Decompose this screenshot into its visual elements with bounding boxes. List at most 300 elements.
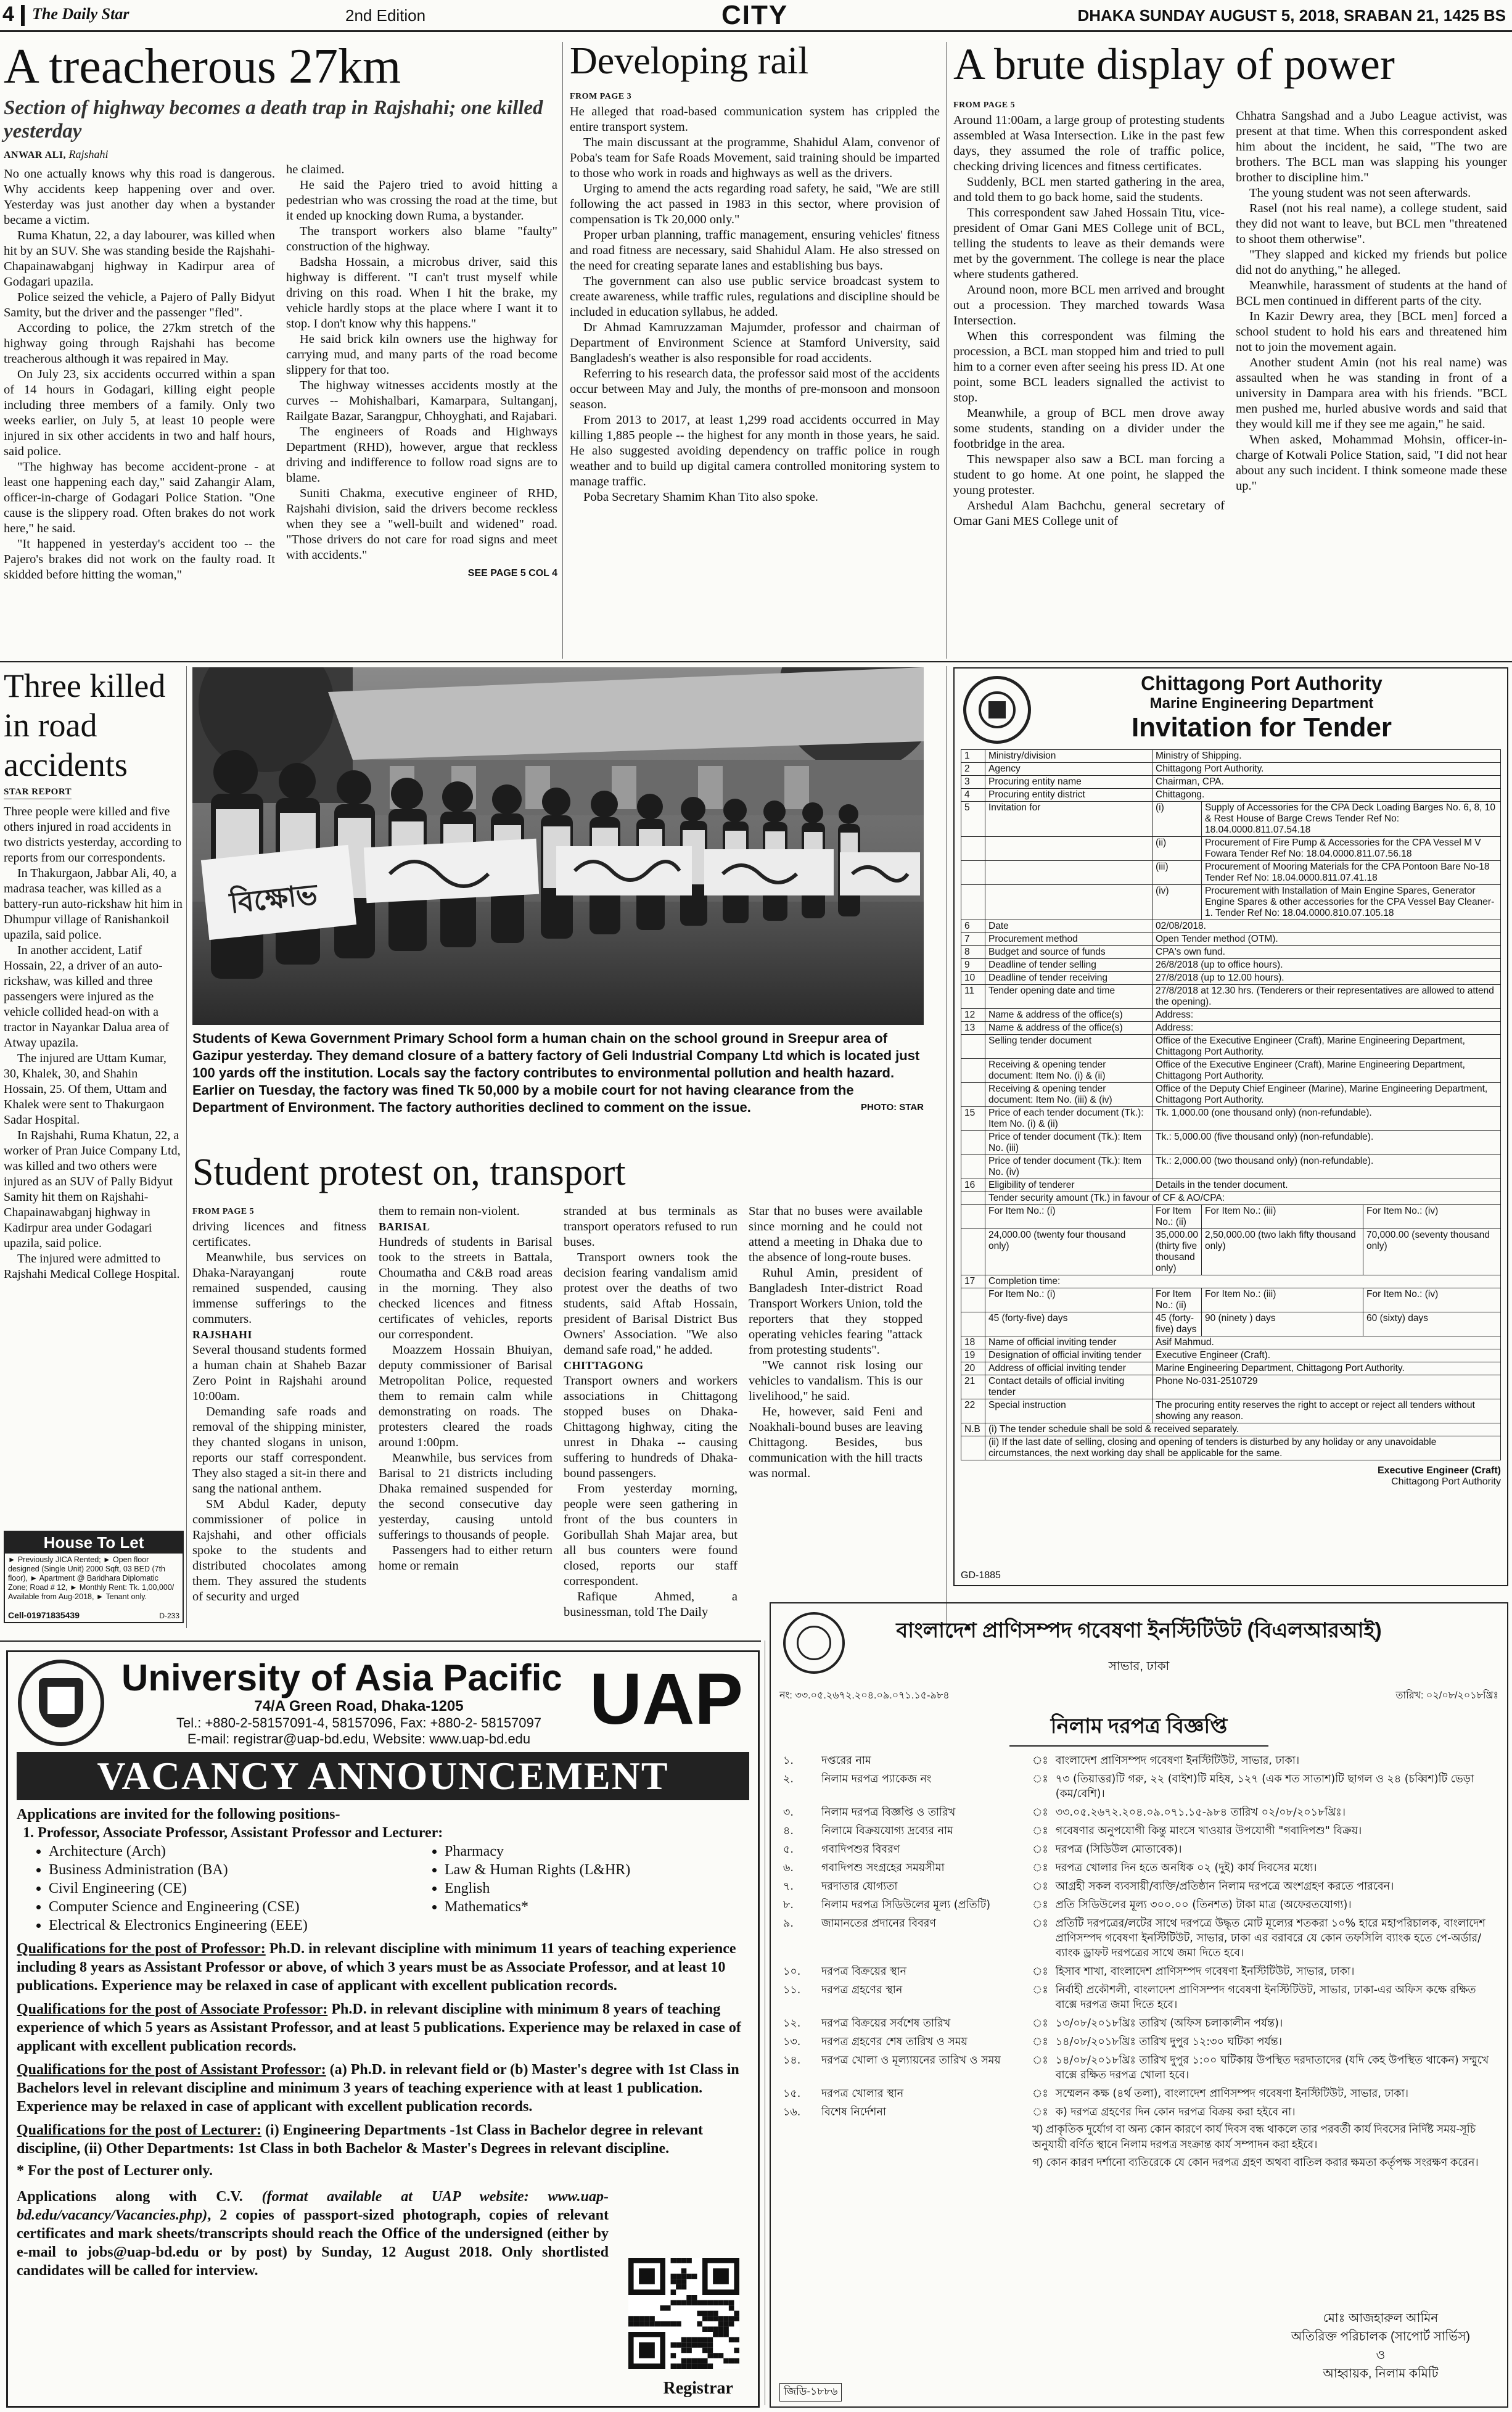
table-row <box>779 2085 1498 2103</box>
table-cell: 6 <box>961 920 985 933</box>
paragraph: Police seized the vehicle, a Pajero of Pally Bidyut Samity, but the driver and the passenger "fled". <box>4 290 275 319</box>
headline: Developing rail <box>570 40 809 82</box>
table-row <box>961 1336 1501 1349</box>
story-developing-rail <box>570 42 940 659</box>
table-cell: দরপত্র খোলার স্থান <box>821 2088 904 2100</box>
table-cell: 35,000.00 (thirty five thousand only) <box>1152 1229 1202 1275</box>
table-cell: আগ্রহী সকল ব্যবসায়ী/ব্যক্তি/প্রতিষ্ঠান নিলাম দরপত্রে অংশগ্রহণ করতে পারবেন। <box>1055 1880 1394 1893</box>
table-cell: Budget and source of funds <box>985 946 1152 959</box>
table-cell: 7 <box>961 933 985 946</box>
table-row <box>779 2103 1498 2122</box>
auction-table <box>779 1751 1498 2122</box>
from-page: FROM PAGE 5 <box>953 101 1016 110</box>
table-row <box>779 1914 1498 1962</box>
paragraph: No one actually knows why this road is dangerous. Why accidents keep happening over and over. Yesterday was just another day when a bystander became a victim. <box>4 167 275 227</box>
table-cell: (i) <box>1152 802 1202 837</box>
paragraph: Rasel (not his real name), a college student, said they did not want to leave, but BCL men "threatened to shoot them otherwise". <box>1236 202 1507 246</box>
paragraph: "It happened in yesterday's accident too -- the Pajero's brakes did not work on the faulty road. It skidded before hitting the woman," <box>4 537 275 582</box>
table-cell: Asif Mahmud. <box>1152 1336 1501 1349</box>
subject-item: • Civil Engineering (CE) <box>49 1879 431 1898</box>
page-number-bar <box>21 5 25 26</box>
table-cell: (i) The tender schedule shall be sold & received separately. <box>985 1423 1501 1436</box>
cpa-title: Invitation for Tender <box>1131 712 1392 743</box>
paragraph: Proper urban planning, traffic management, ensuring vehicles' fitness and road fitness are necessary, said Shahidul Alam. He also stressed on the need for creating separate lanes and establishing bus bays. <box>570 228 940 273</box>
table-cell: Tk.: 2,000.00 (two thousand only) (non-refundable). <box>1152 1155 1501 1179</box>
table-cell: ঃ <box>1032 2036 1048 2048</box>
table-cell: 24,000.00 (twenty four thousand only) <box>985 1229 1152 1275</box>
memo-date: তারিখ: ০২/০৮/২০১৮খ্রিঃ <box>1395 1690 1498 1701</box>
paragraph: The injured are Uttam Kumar, 30, Khalek, 30, and Shahin Hossain, 25. Of them, Uttam and Khalek were sent to Thakurgaon Sadar Hospital. <box>4 1052 167 1127</box>
table-cell: 1 <box>961 750 985 763</box>
table-cell: Open Tender method (OTM). <box>1152 933 1501 946</box>
table-cell: For Item No.: (i) <box>985 1205 1152 1229</box>
story-brute-display <box>953 39 1508 659</box>
table-cell: নিলাম দরপত্র সিডিউলের মূল্য (প্রতিটি) <box>821 1899 991 1911</box>
from-page: FROM PAGE 5 <box>192 1207 255 1216</box>
paragraph: From 2013 to 2017, at least 1,299 road accidents occurred in May killing 1,885 people -- the highest for any month in those years, he said. He also suggested avoiding dependency on traffic police in rough weather and to build up digital camera controlled monitoring system to manage traffic. <box>570 413 940 488</box>
table-cell: গবাদিপশু সংগ্রহের সময়সীমা <box>821 1862 945 1874</box>
paragraph: driving licences and fitness certificates. <box>192 1220 366 1249</box>
table-cell: ১৩/০৮/২০১৮খ্রিঃ তারিখ (অফিস চলাকালীন পর্যন্ত)। <box>1055 2017 1283 2030</box>
instruction-item: গ) কোন কারণ দর্শানো ব্যতিরেকে যে কোন দরপত্র গ্রহণ অথবা বাতিল করার ক্ষমতা কর্তৃপক্ষ সংরক্ষণ করেন। <box>1032 2156 1479 2168</box>
paragraph: In Thakurgaon, Jabbar Ali, 40, a madrasa teacher, was killed as a battery-run auto-rickshaw hit him in Dhumpur village of Ranishankoil upazila, said police. <box>4 866 183 942</box>
table-cell: ঃ <box>1032 1917 1048 1930</box>
table-cell: 3 <box>961 776 985 789</box>
paragraph: Moazzem Hossain Bhuiyan, deputy commissioner of Barisal Metropolitan Police, requested them to remain calm while demonstrating on roads. The protesters cleared the roads around 1:00pm. <box>379 1343 553 1449</box>
table-cell: Tender opening date and time <box>985 985 1152 1009</box>
table-row <box>779 1962 1498 1981</box>
table-cell: 90 (ninety ) days <box>1201 1312 1363 1336</box>
paragraph: Ruma Khatun, 22, a day labourer, was killed when hit by an SUV. She was standing beside the Rajshahi-Chapainawabganj highway in Kadirpur area of Godagari upazila. <box>4 229 275 289</box>
table-cell: 2 <box>961 763 985 776</box>
registrar: Registrar <box>663 2379 733 2398</box>
apply-instructions: Applications along with C.V. (format available at UAP website: www.uap-bd.edu/vacancy/Vacancies.php), 2 copies of passport-sized photograph, copies of relevant certificates and mark sheets/transcripts should reach the Office of the undersigned (either by e-mail to jobs@uap-bd.edu or by post) by Sunday, 12 August 2018. Only shortlisted candidates will be called for interview. <box>17 2189 609 2279</box>
table-cell: ১৫. <box>783 2088 801 2100</box>
table-cell <box>961 1131 985 1155</box>
paragraph: Meanwhile, a group of BCL men drove away some students, standing on a divider under the footbridge in the area. <box>953 406 1225 451</box>
table-cell: 18 <box>961 1336 985 1349</box>
qualification-professor: Qualifications for the post of Professor: Ph.D. in relevant discipline with minimum 11 years of teaching experience including 8 years as Assistant Professor or above, of which 3 years must be as Associate Professor, and at least 10 publications. Experience may be relaxed in case of applicant with excellent publication records. <box>17 1941 736 1994</box>
subhead: BARISAL <box>379 1220 430 1233</box>
table-cell: দরপত্র (সিডিউল মোতাবেক)। <box>1055 1843 1182 1856</box>
paragraph: Several thousand students formed a human chain at Shaheb Bazar Zero Point in Rajshahi around 10:00am. <box>192 1343 366 1403</box>
ad-code: D-233 <box>159 1611 179 1620</box>
table-row <box>961 1436 1501 1460</box>
table-row <box>779 2051 1498 2085</box>
table-cell: The procuring entity reserves the right to accept or reject all tenders without showing any reason. <box>1152 1399 1501 1423</box>
paragraph: Suddenly, BCL men started gathering in the area, and told them to go back home, said the students. <box>953 175 1225 204</box>
table-row <box>961 885 1501 920</box>
headline: Student protest on, transport <box>192 1151 626 1193</box>
table-cell: 8 <box>961 946 985 959</box>
headline: A treacherous 27km <box>4 39 401 94</box>
table-row <box>961 1362 1501 1375</box>
memo-number: নং: ৩৩.০৫.২৬৭২.২০৪.০৯.০৭১.১৫-৯৮৪ <box>779 1690 950 1701</box>
table-cell: Ministry of Shipping. <box>1152 750 1501 763</box>
signer-role: আহ্বায়ক, নিলাম কমিটি <box>1323 2367 1439 2381</box>
paragraph: them to remain non-violent. <box>379 1204 520 1218</box>
table-row <box>961 920 1501 933</box>
table-cell: ক) দরপত্র গ্রহণের দিন কোন দরপত্র বিক্রয় করা হইবে না। <box>1055 2106 1296 2118</box>
paragraph: In Rajshahi, Ruma Khatun, 22, a worker of Pran Juice Company Ltd, was killed and two others were injured as an SUV of Pally Bidyut Samity hit them on Rajshahi-Chapainawabganj highway in Kadirpur area under Godagari upazila, said police. <box>4 1129 181 1250</box>
table-cell: Procuring entity name <box>985 776 1152 789</box>
table-cell: 9 <box>961 959 985 972</box>
table-cell: ১. <box>783 1755 794 1767</box>
paragraph: On July 23, six accidents occurred within a span of 14 hours in Godagari, killing eight people including three members of a family. Only two weeks earlier, on July 5, at least 10 people were injured in six other accidents in two and half hours, said police. <box>4 368 275 458</box>
table-cell: ঃ <box>1032 1880 1048 1893</box>
signer-name: মোঃ আজহারুল আমিন <box>1323 2311 1439 2325</box>
table-cell: ১৬. <box>783 2106 801 2118</box>
table-cell: দরপত্র গ্রহণের স্থান <box>821 1984 903 1996</box>
blri-auction-ad <box>770 1602 1508 2408</box>
table-cell: Address: <box>1152 1009 1501 1022</box>
paragraph: Urging to amend the acts regarding road safety, he said, "We are still following the act passed in 1983 in this sector, where provision of compensation is Tk 20,000 only." <box>570 182 940 226</box>
story-column-2 <box>286 162 557 581</box>
table-row <box>779 1859 1498 1877</box>
table-cell: ঃ <box>1032 2054 1048 2067</box>
headline: A brute display of power <box>953 39 1395 89</box>
paragraph: In another accident, Latif Hossain, 22, a driver of an auto-rickshaw, was killed and three passengers were injured as the vehicle collided head-on with a tractor in Nayankar Dalua area of Atway upazila. <box>4 944 170 1050</box>
table-cell <box>961 1059 985 1083</box>
paragraph: Badsha Hossain, a microbus driver, said this highway is different. "I can't trust myself while driving on this road. When I hit the brake, my vehicle hardly stops at the place where I want it to stop. I don't know why this happens." <box>286 255 557 331</box>
table-cell: জামানতের প্রদানের বিবরণ <box>821 1917 937 1930</box>
table-cell: Deadline of tender receiving <box>985 972 1152 985</box>
table-row <box>961 802 1501 837</box>
paragraph: he claimed. <box>286 163 345 176</box>
table-row <box>961 1107 1501 1131</box>
table-cell <box>961 1192 985 1205</box>
table-cell: For Item No.: (ii) <box>1152 1288 1202 1312</box>
qualification-assistant: Qualifications for the post of Assistant Professor: (a) Ph.D. in relevant field or (b) Master's degree with 1st Class in Bachelors level in relevant discipline and minimum 3 years of teaching experience with at least 1 publication. Experience may be relaxed in case of applicant with excellent publication records. <box>17 2062 739 2115</box>
subhead: RAJSHAHI <box>192 1328 253 1341</box>
table-cell: দরপত্র খোলা ও মূল্যায়নের তারিখ ও সময় <box>821 2054 1001 2067</box>
table-cell: Chairman, CPA. <box>1152 776 1501 789</box>
paragraph: In Kazir Dewry area, they [BCL men] forced a school student to hold his ears and threatened him not to join the movement again. <box>1236 310 1507 354</box>
vacancy-banner: VACANCY ANNOUNCEMENT <box>17 1752 749 1800</box>
table-row <box>779 1840 1498 1859</box>
table-cell: ৭. <box>783 1880 794 1893</box>
table-cell: প্রতি সিডিউলের মূল্য ৩০০.০০ (তিনশত) টাকা মাত্র (অফেরতযোগ্য)। <box>1055 1899 1352 1911</box>
table-row <box>961 763 1501 776</box>
table-cell <box>961 1312 985 1336</box>
uap-logo <box>18 1660 104 1746</box>
table-cell: 60 (sixty) days <box>1363 1312 1501 1336</box>
story-body <box>4 804 183 1282</box>
paragraph: When asked, Mohammad Mohsin, officer-in-charge of Kotwali Police Station, said, "I did not hear about any such incident. I think someone made these up." <box>1236 433 1507 493</box>
table-cell: ঃ <box>1032 1862 1048 1874</box>
table-cell: দরপত্র খোলার দিন হতে অনধিক ০২ (দুই) কার্য দিবসের মধ্যে। <box>1055 1862 1317 1874</box>
table-cell: Address of official inviting tender <box>985 1362 1152 1375</box>
table-row <box>779 1877 1498 1896</box>
table-cell: Name & address of the office(s) <box>985 1022 1152 1035</box>
section-divider <box>0 1640 761 1642</box>
table-cell: Address: <box>1152 1022 1501 1035</box>
table-cell: (iv) <box>1152 885 1202 920</box>
subject-item: • Law & Human Rights (L&HR) <box>445 1861 630 1879</box>
table-cell: Details in the tender document. <box>1152 1179 1501 1192</box>
paragraph: Another student Amin (not his real name) was assaulted when he was standing in front of a university in Dampara area with his friends. "BCL men pushed me, hurled abusive words and said that they would kill me if they see me again," he said. <box>1236 356 1507 431</box>
paragraph: Referring to his research data, the professor said most of the accidents occur between May and July, the months of pre-monsoon and monsoon season. <box>570 367 940 411</box>
table-cell: ঃ <box>1032 1843 1048 1856</box>
table-cell: ১৪/০৮/২০১৮খ্রিঃ তারিখ দুপুর ১২:৩০ ঘটিকা পর্যন্ত। <box>1055 2036 1282 2048</box>
table-cell: দপ্তরের নাম <box>821 1755 871 1767</box>
table-cell <box>961 861 985 885</box>
table-cell: For Item No.: (i) <box>985 1288 1152 1312</box>
paragraph: "They slapped and kicked my friends but police did not do anything," he alleged. <box>1236 248 1507 277</box>
table-cell: 17 <box>961 1275 985 1288</box>
table-cell: Procurement of Fire Pump & Accessories for the CPA Vessel M V Fowara Tender Ref No: 18.04.0000.811.07.56.18 <box>1201 837 1500 861</box>
table-cell: ৪. <box>783 1825 794 1837</box>
qualification-lecturer: Qualifications for the post of Lecturer: (i) Engineering Departments -1st Class in Bachelor degree in relevant discipline, (ii) Other Departments: 1st Class in both Bachelor & Master's Degrees in relevant discipline. <box>17 2122 703 2157</box>
paragraph: According to police, the 27km stretch of the highway going through Rajshahi has become treacherous although it was repaired in May. <box>4 321 275 366</box>
table-cell: ঃ <box>1032 2106 1048 2118</box>
table-cell: 20 <box>961 1362 985 1375</box>
house-to-let-ad <box>4 1531 184 1623</box>
column-rule <box>186 666 187 1628</box>
table-cell: Agency <box>985 763 1152 776</box>
table-cell <box>961 1205 985 1229</box>
table-cell: ৫. <box>783 1843 794 1856</box>
paragraph: Three people were killed and five others injured in road accidents in two districts yesterday, according to reports from our correspondents. <box>4 805 182 865</box>
table-cell: ১৪. <box>783 2054 801 2067</box>
byline: ANWAR ALI, Rajshahi <box>4 148 109 160</box>
blri-logo <box>783 1612 845 1674</box>
table-cell: 10 <box>961 972 985 985</box>
uap-email: E-mail: registrar@uap-bd.edu, Website: www.uap-bd.edu <box>187 1731 531 1747</box>
ad-text: ► Previously JICA Rented; ► Open floor designed (Single Unit) 2000 Sqft, 03 BED (7th floor), ► Apartment @ Baridhara Diplomatic Zone; Road # 12, ► Monthly Rent: Tk. 1,00,000/ Available from Aug-2018, ► Tenant only. <box>8 1555 175 1601</box>
blri-place: সাভার, ঢাকা <box>1108 1660 1170 1673</box>
table-cell: 21 <box>961 1375 985 1399</box>
table-cell: নিলাম দরপত্র বিজ্ঞপ্তি ও তারিখ <box>821 1806 956 1819</box>
table-cell: ১১. <box>783 1984 801 1996</box>
table-cell <box>961 885 985 920</box>
paragraph: The injured were admitted to Rajshahi Medical College Hospital. <box>4 1252 180 1281</box>
table-cell: Designation of official inviting tender <box>985 1349 1152 1362</box>
story-treacherous <box>4 39 559 671</box>
table-cell: 12 <box>961 1009 985 1022</box>
page-number: 4 <box>2 2 14 26</box>
table-cell: Chittagong Port Authority. <box>1152 763 1501 776</box>
table-cell: 11 <box>961 985 985 1009</box>
paragraph: Passengers had to either return home or remain <box>379 1544 553 1573</box>
table-row <box>961 972 1501 985</box>
table-row <box>961 985 1501 1009</box>
table-row <box>961 1179 1501 1192</box>
table-row <box>961 1229 1501 1275</box>
column-rule <box>946 666 947 1628</box>
table-cell: গবেষণার অনুপযোগী কিন্তু মাংসে খাওয়ার উপযোগী "গবাদিপশু" বিক্রয়। <box>1055 1825 1362 1837</box>
table-cell: (ii) <box>1152 837 1202 861</box>
table-row <box>961 750 1501 763</box>
instruction-item: খ) প্রাকৃতিক দুর্যোগ বা অন্য কোন কারণে কার্য দিবস বন্ধ থাকলে তার পরবর্তী কার্য দিবসের নির্দিষ্ট সময়-সূচি অনুযায়ী বর্ণিত স্থানে নিলাম দরপত্র সংক্রান্ত কার্য সম্পাদন করা হইবে। <box>1032 2123 1476 2151</box>
cpa-tender-ad <box>953 667 1508 1586</box>
table-cell: বাংলাদেশ প্রাণিসম্পদ গবেষণা ইনস্টিটিউট, সাভার, ঢাকা। <box>1055 1755 1300 1767</box>
table-row <box>961 837 1501 861</box>
table-cell: Tk. 1,000.00 (one thousand only) (non-refundable). <box>1152 1107 1501 1131</box>
cpa-org: Chittagong Port Authority <box>1141 672 1383 694</box>
subject-item: • Pharmacy <box>445 1842 630 1861</box>
banner-text: বিক্ষোভ <box>228 877 319 920</box>
photo-credit: PHOTO: STAR <box>861 1102 924 1113</box>
edition: 2nd Edition <box>345 6 426 25</box>
table-cell <box>961 1288 985 1312</box>
table-cell: ঃ <box>1032 2088 1048 2100</box>
table-row <box>961 789 1501 802</box>
table-cell: দরপত্র বিক্রয়ের স্থান <box>821 1965 907 1978</box>
table-cell: 70,000.00 (seventy thousand only) <box>1363 1229 1501 1275</box>
tender-table <box>961 749 1501 1460</box>
table-row <box>961 959 1501 972</box>
uap-vacancy-ad <box>6 1650 760 2408</box>
table-cell <box>985 861 1152 885</box>
table-cell: Procurement method <box>985 933 1152 946</box>
table-row <box>961 1288 1501 1312</box>
byline: STAR REPORT <box>4 787 72 799</box>
table-row <box>961 1205 1501 1229</box>
table-cell: ১৩. <box>783 2036 801 2048</box>
paragraph: Transport owners and workers associations in Chittagong stopped buses on Dhaka-Chittagong highway, citing the unrest in Dhaka -- causing suffering to hundreds of Dhaka-bound passengers. <box>564 1374 738 1480</box>
table-cell: Tk.: 5,000.00 (five thousand only) (non-refundable). <box>1152 1131 1501 1155</box>
table-cell: CPA's own fund. <box>1152 946 1501 959</box>
table-row <box>779 2033 1498 2051</box>
table-cell <box>985 885 1152 920</box>
paragraph: Star that no buses were available since morning and he could not attend a meeting in Dhaka due to the absence of long-route buses. <box>749 1204 922 1264</box>
table-row <box>961 1349 1501 1362</box>
table-row <box>961 946 1501 959</box>
table-cell: ৭৩ (তিয়াত্তর)টি গরু, ২২ (বাইশ)টি মহিষ, ১২৭ (এক শত সাতাশ)টি ছাগল ও ২৪ (চব্বিশ)টি ভেড়া (কম/বেশি)। <box>1055 1773 1474 1800</box>
ad-code: জিডি-১৮৮৬ <box>779 2383 842 2402</box>
table-cell: For Item No.: (ii) <box>1152 1205 1202 1229</box>
qr-code <box>628 2258 739 2369</box>
table-cell <box>985 837 1152 861</box>
table-row <box>779 1981 1498 2014</box>
blri-memo-row <box>779 1687 1498 1704</box>
table-cell <box>961 1035 985 1059</box>
subject-item: • Mathematics* <box>445 1898 630 1916</box>
table-cell: নিলামে বিক্রয়যোগ্য দ্রব্যের নাম <box>821 1825 953 1837</box>
paragraph: This correspondent saw Jahed Hossain Titu, vice-president of Omar Gani MES College unit of BCL, telling the students to leave as their demands were met by the government. The college is near the place where students gathered. <box>953 206 1225 281</box>
table-cell: Office of the Executive Engineer (Craft), Marine Engineering Department, Chittagong Port Authority. <box>1152 1059 1501 1083</box>
paragraph: From yesterday morning, people were seen gathering in front of the bus counters in Goribullah Shah Majar area, but all bus counters were found closed, reports our staff correspondent. <box>564 1482 738 1588</box>
table-row <box>779 1770 1498 1803</box>
paragraph: Meanwhile, harassment of students at the hand of BCL men continued in different parts of the city. <box>1236 279 1507 308</box>
table-cell: ৩৩.০৫.২৬৭২.২০৪.০৯.০৭১.১৫-৯৮৪ তারিখ ০২/০৮/২০১৮খ্রিঃ। <box>1055 1806 1346 1819</box>
table-cell: Procurement of Mooring Materials for the CPA Pontoon Bare No-18 Tender Ref No: 18.04.0000.811.07.41.18 <box>1201 861 1500 885</box>
paragraph: The young student was not seen afterwards. <box>1249 186 1471 200</box>
table-cell: Invitation for <box>985 802 1152 837</box>
table-cell: Phone No-031-2510729 <box>1152 1375 1501 1399</box>
table-cell: (ii) If the last date of selling, closing and opening of tenders is disturbed by any holiday or any unavoidable circumstances, the next working day shall be applicable for the same. <box>985 1436 1501 1460</box>
table-cell: ১২. <box>783 2017 801 2030</box>
signer-org: Chittagong Port Authority <box>1391 1476 1501 1487</box>
table-cell: Office of the Deputy Chief Engineer (Marine), Marine Engineering Department, Chittagong Port Authority. <box>1152 1083 1501 1107</box>
table-row <box>961 1022 1501 1035</box>
table-row <box>961 1312 1501 1336</box>
paragraph: This newspaper also saw a BCL man forcing a student to go home. At one point, he slapped the young protester. <box>953 453 1225 497</box>
table-cell: ঃ <box>1032 2017 1048 2030</box>
signer-title: অতিরিক্ত পরিচালক (সাপোর্ট সার্ভিস) <box>1291 2330 1470 2344</box>
story-column-3 <box>564 1204 738 1620</box>
subjects-right <box>431 1842 630 1935</box>
story-three-killed <box>4 666 183 1480</box>
table-cell: ঃ <box>1032 1965 1048 1978</box>
paragraph: Around 11:00am, a large group of protesting students assembled at Wasa Intersection. Like in the past few days, they assumed the role of traffic police, checking driving licences and fitness certificates. <box>953 113 1225 173</box>
uap-name: University of Asia Pacific <box>121 1657 562 1698</box>
subhead: CHITTAGONG <box>564 1359 644 1372</box>
table-cell: For Item No.: (iii) <box>1201 1288 1363 1312</box>
table-cell: ঃ <box>1032 1806 1048 1819</box>
table-cell: For Item No.: (iii) <box>1201 1205 1363 1229</box>
paragraph: Ruhul Amin, president of Bangladesh Inter-district Road Transport Workers Union, told the reporters that they stopped operating vehicles fearing "attack from protesting students". <box>749 1266 922 1357</box>
table-row <box>961 1083 1501 1107</box>
table-cell: Ministry/division <box>985 750 1152 763</box>
table-cell: Receiving & opening tender document: Item No. (iii) & (iv) <box>985 1083 1152 1107</box>
paragraph: Meanwhile, bus services on Dhaka-Narayanganj route remained suspended, causing immense sufferings to the commuters. <box>192 1251 366 1326</box>
subhead: Section of highway becomes a death trap in Rajshahi; one killed yesterday <box>4 97 543 142</box>
from-page: FROM PAGE 3 <box>570 92 632 101</box>
story-column-1 <box>4 147 275 583</box>
table-cell <box>961 1155 985 1179</box>
table-cell: 26/8/2018 (up to office hours). <box>1152 959 1501 972</box>
cpa-logo <box>963 676 1031 744</box>
story-student-protest <box>192 1153 924 1634</box>
table-cell: নির্বাহী প্রকৌশলী, বাংলাদেশ প্রাণিসম্পদ গবেষণা ইনস্টিটিউট, সাভার, ঢাকা-এর অফিস কক্ষে রক্ষিত বাক্সে দরপত্র জমা দিতে হবে। <box>1055 1984 1476 2011</box>
paragraph: Hundreds of students in Barisal took to the streets in Battala, Choumatha and C&B road areas in the morning. They also checked licences and fitness certificates of vehicles, reports our correspondent. <box>379 1235 553 1341</box>
subject-item: • Electrical & Electronics Engineering (EEE) <box>49 1916 431 1935</box>
table-cell: ঃ <box>1032 1755 1048 1767</box>
table-cell: Supply of Accessories for the CPA Deck Loading Barges No. 6, 8, 10 & Rest House of Barge Crews Tender Ref No: 18.04.0000.811.07.54.18 <box>1201 802 1500 837</box>
uap-address: 74/A Green Road, Dhaka-1205 <box>254 1698 464 1714</box>
uap-body <box>17 1805 749 2280</box>
table-cell: 5 <box>961 802 985 837</box>
table-cell: ১৪/০৮/২০১৮খ্রিঃ তারিখ দুপুর ১:০০ ঘটিকায় উপস্থিত দরদাতাদের (যদি কেহ উপস্থিত থাকেন) সম্মুখে বাক্সে রক্ষিত দরপত্র খোলা হবে। <box>1055 2054 1489 2081</box>
table-row <box>961 1375 1501 1399</box>
table-cell: ৯. <box>783 1917 794 1930</box>
table-cell: (iii) <box>1152 861 1202 885</box>
dateline: DHAKA SUNDAY AUGUST 5, 2018, SRABAN 21, 1425 BS <box>1077 6 1506 25</box>
table-cell: Tender security amount (Tk.) in favour of CF & AO/CPA: <box>985 1192 1501 1205</box>
apply-email-link[interactable]: jobs@uap-bd.edu <box>86 2244 199 2260</box>
paragraph: Suniti Chakma, executive engineer of RHD, Rajshahi division, said the drivers become reckless when they see a "well-built and widened" road. "Those drivers do not care for road signs and meet with accidents." <box>286 487 557 562</box>
table-row <box>779 1896 1498 1914</box>
ad-code: GD-1885 <box>961 1570 1001 1581</box>
table-cell: ঃ <box>1032 1773 1048 1785</box>
qualification-associate: Qualifications for the post of Associate Professor: Ph.D. in relevant discipline with minimum 8 years of teaching experience of which 5 years as Assistant Professor, and at least 5 publications. Experience may be relaxed in case of applicant with excellent publication records. <box>17 2001 741 2054</box>
special-instructions <box>1032 2122 1498 2170</box>
table-cell: 02/08/2018. <box>1152 920 1501 933</box>
table-cell: 4 <box>961 789 985 802</box>
paragraph: Dr Ahmad Kamruzzaman Majumder, professor and chairman of Department of Environment Science at Stamford University, said Bangladesh's weather is also responsible for road accidents. <box>570 321 940 365</box>
blri-name: বাংলাদেশ প্রাণিসম্পদ গবেষণা ইনস্টিটিউট (বিএলআরআই) <box>896 1619 1382 1642</box>
table-cell <box>961 1229 985 1275</box>
table-cell: 45 (forty-five) days <box>1152 1312 1202 1336</box>
table-cell: ৩. <box>783 1806 794 1819</box>
table-row <box>779 1803 1498 1822</box>
table-cell: Procuring entity district <box>985 789 1152 802</box>
photo-illustration <box>192 667 924 1025</box>
paragraph: Rafique Ahmed, a businessman, told The Daily <box>564 1590 738 1619</box>
table-row <box>961 1423 1501 1436</box>
qr-code-icon <box>628 2258 739 2369</box>
table-row <box>779 2014 1498 2033</box>
table-row <box>961 1059 1501 1083</box>
paragraph: He, however, said Feni and Noakhali-bound buses are leaving Chittagong. Besides, bus communication with the hill tracts was normal. <box>749 1405 922 1480</box>
jump-line[interactable]: SEE PAGE 5 COL 4 <box>467 568 557 578</box>
table-cell: Procurement with Installation of Main Engine Spares, Generator Engine Spares & other accessories for the CPA Vessel Bay Cleaner-1. Tender Ref No: 18.04.0000.810.07.105.18 <box>1201 885 1500 920</box>
table-row <box>961 1035 1501 1059</box>
column-rule <box>562 42 563 659</box>
table-cell: নিলাম দরপত্র প্যাকেজ নং <box>821 1773 932 1785</box>
